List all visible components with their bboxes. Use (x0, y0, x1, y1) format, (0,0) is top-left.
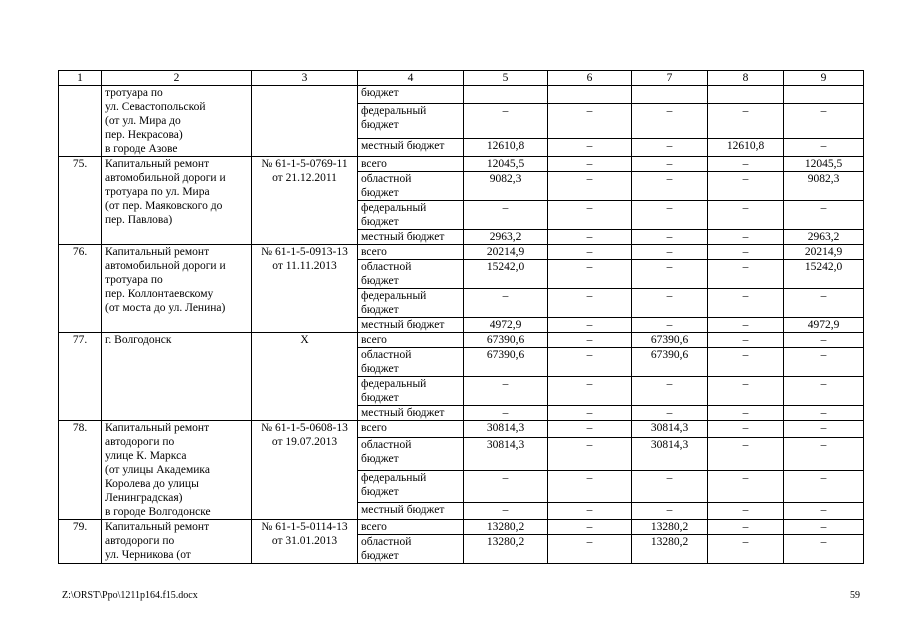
cell-line: улице К. Маркса (105, 450, 187, 462)
amount-cell: – (464, 503, 548, 520)
amount-cell: – (632, 138, 708, 156)
amount-cell: 15242,0 (464, 260, 548, 289)
funding-source (358, 289, 464, 318)
amount-cell: – (548, 172, 632, 201)
funding-source (358, 260, 464, 289)
cell-line: областной (361, 438, 412, 451)
amount-cell: – (632, 318, 708, 333)
cell-line: областной (361, 349, 412, 361)
cell-line: бюджет (361, 275, 399, 287)
amount-cell: – (708, 406, 784, 421)
object-name (102, 157, 252, 245)
amount-cell (784, 86, 864, 104)
table-row (59, 245, 864, 260)
amount-cell: 13280,2 (464, 520, 548, 535)
amount-cell: – (784, 201, 864, 230)
amount-cell: – (632, 230, 708, 245)
cell-line: Х (300, 334, 309, 346)
cell-line: областной (361, 173, 412, 185)
amount-cell: – (548, 520, 632, 535)
cell-line: федеральный (361, 378, 427, 390)
cell-line: автомобильной дороги и (105, 260, 226, 272)
amount-cell: – (632, 201, 708, 230)
column-header: 7 (632, 71, 708, 86)
amount-cell: – (548, 104, 632, 139)
document-ref (252, 520, 358, 564)
amount-cell: – (708, 260, 784, 289)
amount-cell: – (548, 348, 632, 377)
cell-line: бюджет (361, 187, 399, 199)
amount-cell: – (784, 470, 864, 503)
amount-cell: – (632, 172, 708, 201)
cell-line: всего (361, 422, 387, 434)
cell-line: ул. Севастопольской (105, 101, 206, 113)
cell-line: бюджет (361, 392, 399, 404)
amount-cell: – (464, 289, 548, 318)
cell-line: пер. Коллонтаевскому (105, 288, 214, 300)
funding-source (358, 245, 464, 260)
amount-cell: – (548, 289, 632, 318)
funding-source (358, 421, 464, 438)
item-number: 78. (59, 421, 102, 520)
amount-cell: 13280,2 (632, 520, 708, 535)
amount-cell: – (784, 289, 864, 318)
table-row (59, 333, 864, 348)
cell-line: бюджет (361, 363, 399, 375)
cell-line: № 61-1-5-0769-11 (261, 158, 348, 170)
item-number: 79. (59, 520, 102, 564)
amount-cell: 67390,6 (632, 348, 708, 377)
item-number: 77. (59, 333, 102, 421)
amount-cell: 67390,6 (632, 333, 708, 348)
cell-line: автодороги по (105, 436, 175, 448)
amount-cell: – (708, 245, 784, 260)
column-header: 6 (548, 71, 632, 86)
cell-line: Капитальный ремонт (105, 246, 210, 258)
amount-cell: – (548, 157, 632, 172)
cell-line: автомобильной дороги и (105, 172, 226, 184)
amount-cell: – (632, 503, 708, 520)
amount-cell: 30814,3 (632, 421, 708, 438)
amount-cell: – (548, 260, 632, 289)
amount-cell: 9082,3 (464, 172, 548, 201)
amount-cell: – (548, 245, 632, 260)
item-number (59, 86, 102, 157)
cell-line: № 61-1-5-0114-13 (261, 521, 348, 533)
cell-line: бюджет (361, 452, 399, 465)
amount-cell: – (548, 406, 632, 421)
cell-line: пер. Некрасова) (105, 129, 183, 141)
amount-cell: – (708, 348, 784, 377)
amount-cell: – (548, 421, 632, 438)
amount-cell: 13280,2 (632, 535, 708, 564)
document-ref (252, 157, 358, 245)
amount-cell (708, 86, 784, 104)
amount-cell: – (708, 318, 784, 333)
cell-line: ул. Черникова (от (105, 549, 191, 561)
funding-source (358, 230, 464, 245)
amount-cell: 67390,6 (464, 333, 548, 348)
amount-cell: – (784, 535, 864, 564)
cell-line: Королева до улицы (105, 478, 199, 490)
amount-cell: – (784, 520, 864, 535)
amount-cell: 9082,3 (784, 172, 864, 201)
table-row (59, 520, 864, 535)
amount-cell: – (708, 230, 784, 245)
amount-cell: – (464, 201, 548, 230)
funding-source (358, 406, 464, 421)
amount-cell: – (708, 535, 784, 564)
cell-line: Капитальный ремонт (105, 422, 210, 434)
cell-line: (от улицы Академика (105, 464, 210, 476)
funding-source (358, 104, 464, 139)
amount-cell: – (708, 520, 784, 535)
amount-cell: – (784, 421, 864, 438)
amount-cell: – (708, 104, 784, 139)
amount-cell: – (708, 201, 784, 230)
amount-cell (548, 86, 632, 104)
amount-cell: – (708, 470, 784, 503)
amount-cell: – (784, 503, 864, 520)
amount-cell: – (708, 157, 784, 172)
cell-line: автодороги по (105, 535, 175, 547)
amount-cell: 12045,5 (464, 157, 548, 172)
cell-line: местный бюджет (361, 407, 445, 419)
cell-line: г. Волгодонск (105, 334, 172, 346)
cell-line: федеральный (361, 202, 427, 214)
amount-cell: – (548, 377, 632, 406)
cell-line: (от моста до ул. Ленина) (105, 302, 226, 314)
cell-line: бюджет (361, 485, 399, 498)
cell-line: № 61-1-5-0913-13 (261, 246, 348, 258)
table-row (59, 86, 864, 104)
item-number: 75. (59, 157, 102, 245)
amount-cell: – (632, 157, 708, 172)
amount-cell: 30814,3 (464, 421, 548, 438)
header-row (59, 71, 864, 86)
cell-line: федеральный (361, 105, 427, 118)
funding-source (358, 318, 464, 333)
funding-source (358, 157, 464, 172)
cell-line: от 19.07.2013 (271, 436, 338, 448)
cell-line: областной (361, 261, 412, 273)
amount-cell: – (708, 172, 784, 201)
cell-line: тротуара по (105, 274, 163, 286)
amount-cell: – (632, 406, 708, 421)
cell-line: местный бюджет (361, 504, 445, 517)
amount-cell: – (708, 421, 784, 438)
table-row (59, 421, 864, 438)
amount-cell: – (784, 406, 864, 421)
document-ref (252, 421, 358, 520)
cell-line: Капитальный ремонт (105, 158, 210, 170)
amount-cell: – (548, 333, 632, 348)
object-name (102, 86, 252, 157)
funding-source (358, 470, 464, 503)
column-header: 3 (252, 71, 358, 86)
cell-line: (от пер. Маяковского до (105, 200, 223, 212)
cell-line: федеральный (361, 290, 427, 302)
column-header: 9 (784, 71, 864, 86)
amount-cell: – (548, 535, 632, 564)
amount-cell: – (784, 348, 864, 377)
funding-source (358, 172, 464, 201)
document-ref (252, 86, 358, 157)
amount-cell: 4972,9 (784, 318, 864, 333)
column-header: 4 (358, 71, 464, 86)
cell-line: в городе Волгодонске (105, 506, 211, 518)
amount-cell: – (464, 406, 548, 421)
amount-cell: 13280,2 (464, 535, 548, 564)
amount-cell: – (708, 289, 784, 318)
amount-cell: 20214,9 (464, 245, 548, 260)
object-name (102, 245, 252, 333)
funding-source (358, 138, 464, 156)
amount-cell: – (708, 333, 784, 348)
cell-line: от 31.01.2013 (271, 535, 338, 547)
amount-cell: 2963,2 (784, 230, 864, 245)
funding-source (358, 437, 464, 470)
item-number: 76. (59, 245, 102, 333)
amount-cell: – (784, 104, 864, 139)
amount-cell: – (548, 230, 632, 245)
amount-cell (464, 86, 548, 104)
cell-line: всего (361, 334, 387, 346)
cell-line: бюджет (361, 550, 399, 562)
funding-source (358, 520, 464, 535)
amount-cell (632, 86, 708, 104)
cell-line: местный бюджет (361, 139, 445, 152)
cell-line: от 21.12.2011 (272, 172, 337, 184)
amount-cell: – (632, 289, 708, 318)
cell-line: всего (361, 246, 387, 258)
amount-cell: 12610,8 (708, 138, 784, 156)
cell-line: Ленинградская) (105, 492, 183, 504)
column-header: 8 (708, 71, 784, 86)
amount-cell: – (784, 333, 864, 348)
object-name (102, 333, 252, 421)
amount-cell: – (548, 437, 632, 470)
funding-source (358, 377, 464, 406)
amount-cell: – (632, 104, 708, 139)
cell-line: местный бюджет (361, 319, 445, 331)
column-header: 1 (59, 71, 102, 86)
cell-line: всего (361, 158, 387, 170)
cell-line: тротуара по (105, 87, 163, 99)
cell-line: тротуара по ул. Мира (105, 186, 210, 198)
amount-cell: 30814,3 (632, 437, 708, 470)
cell-line: № 61-1-5-0608-13 (261, 422, 348, 434)
amount-cell: – (708, 377, 784, 406)
cell-line: всего (361, 521, 387, 533)
amount-cell: – (708, 437, 784, 470)
amount-cell: 15242,0 (784, 260, 864, 289)
funding-source (358, 503, 464, 520)
cell-line: бюджет (361, 216, 399, 228)
amount-cell: – (632, 470, 708, 503)
cell-line: пер. Павлова) (105, 214, 173, 226)
amount-cell: – (784, 377, 864, 406)
amount-cell: – (708, 503, 784, 520)
amount-cell: – (784, 138, 864, 156)
amount-cell: 2963,2 (464, 230, 548, 245)
cell-line: местный бюджет (361, 231, 445, 243)
amount-cell: – (632, 260, 708, 289)
amount-cell: 20214,9 (784, 245, 864, 260)
amount-cell: 12045,5 (784, 157, 864, 172)
cell-line: от 11.11.2013 (272, 260, 337, 272)
amount-cell: – (548, 318, 632, 333)
amount-cell: – (548, 470, 632, 503)
cell-line: областной (361, 536, 412, 548)
cell-line: в городе Азове (105, 143, 178, 155)
amount-cell: – (784, 437, 864, 470)
page-number: 59 (850, 590, 860, 601)
funding-source (358, 201, 464, 230)
amount-cell: – (632, 377, 708, 406)
funding-source (358, 86, 464, 104)
cell-line: бюджет (361, 304, 399, 316)
amount-cell: – (464, 104, 548, 139)
column-header: 2 (102, 71, 252, 86)
footer-file-path: Z:\ORST\Ppo\1211p164.f15.docx (62, 590, 198, 601)
amount-cell: 12610,8 (464, 138, 548, 156)
document-ref (252, 245, 358, 333)
amount-cell: 67390,6 (464, 348, 548, 377)
cell-line: бюджет (361, 119, 399, 132)
amount-cell: – (632, 245, 708, 260)
table-row (59, 157, 864, 172)
cell-line: федеральный (361, 471, 427, 484)
amount-cell: – (548, 201, 632, 230)
budget-table (58, 70, 864, 564)
amount-cell: – (464, 470, 548, 503)
amount-cell: – (548, 503, 632, 520)
object-name (102, 421, 252, 520)
funding-source (358, 333, 464, 348)
amount-cell: 30814,3 (464, 437, 548, 470)
amount-cell: – (464, 377, 548, 406)
cell-line: (от ул. Мира до (105, 115, 181, 127)
funding-source (358, 348, 464, 377)
cell-line: Капитальный ремонт (105, 521, 210, 533)
amount-cell: 4972,9 (464, 318, 548, 333)
cell-line: бюджет (361, 87, 399, 99)
object-name (102, 520, 252, 564)
amount-cell: – (548, 138, 632, 156)
document-ref (252, 333, 358, 421)
funding-source (358, 535, 464, 564)
column-header: 5 (464, 71, 548, 86)
